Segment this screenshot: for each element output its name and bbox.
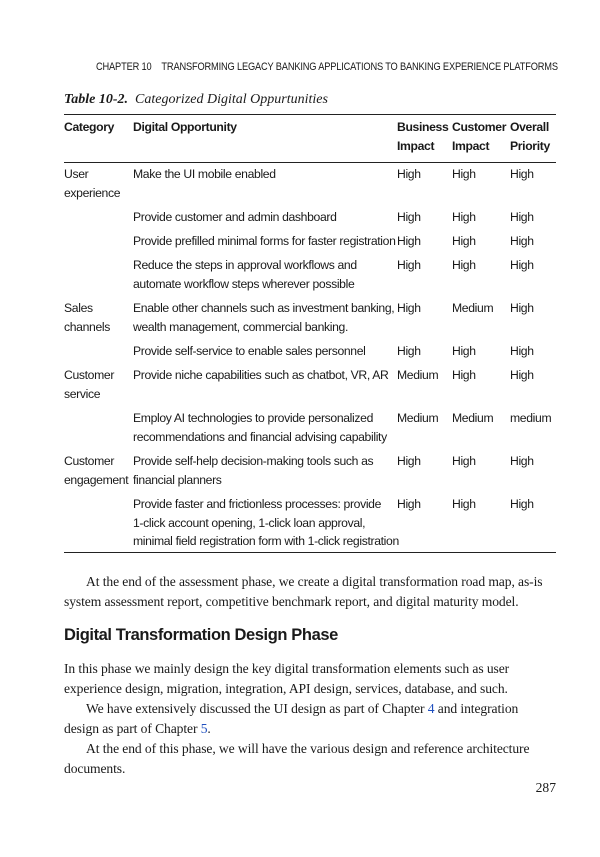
table-caption — [64, 92, 328, 108]
table-header-rule — [64, 162, 556, 163]
chapter-4-link[interactable]: 4 — [427, 701, 435, 716]
table-cell-opportunity: 1-click account opening, 1-click loan approval, — [133, 515, 366, 530]
column-header: Priority — [510, 138, 550, 153]
table-cell-opportunity: financial planners — [133, 472, 222, 487]
table-cell-overall-priority: medium — [510, 411, 552, 425]
table-cell-overall-priority: High — [510, 454, 534, 468]
table-cell-customer-impact: High — [452, 258, 476, 272]
table-cell-opportunity: Provide faster and frictionless processes: provide — [133, 497, 382, 511]
table-cell-opportunity: Provide self-help decision-making tools such as — [133, 454, 374, 468]
table-cell-customer-impact: High — [452, 344, 476, 358]
table-cell-category: Sales — [64, 301, 93, 315]
table-cell-opportunity: recommendations and financial advising capability — [133, 429, 387, 444]
column-header: Category — [64, 120, 115, 134]
table-cell-category: service — [64, 386, 101, 401]
table-cell-business-impact: High — [397, 497, 421, 511]
chapter-5-link[interactable]: 5 — [200, 721, 208, 737]
column-header: Business — [397, 120, 449, 134]
table-cell-overall-priority: High — [510, 234, 534, 248]
table-cell-opportunity: Enable other channels such as investment banking, — [133, 301, 395, 315]
table-cell-opportunity: Provide self-service to enable sales personnel — [133, 344, 366, 358]
table-cell-opportunity: Provide prefilled minimal forms for faster registration — [133, 234, 396, 248]
paragraph-design-phase: In this phase we mainly design the key digital transformation elements such as user experience design, migration, integration, API design, services, database, and such. — [64, 661, 510, 697]
chapters-text-a: We have extensively discussed the UI design as part of Chapter — [86, 701, 428, 716]
table-top-rule — [64, 114, 556, 115]
table-cell-category: Customer — [64, 454, 115, 468]
chapters-text-c: . — [207, 721, 211, 737]
table-cell-business-impact: High — [397, 454, 421, 468]
table-cell-business-impact: Medium — [397, 368, 439, 382]
table-cell-customer-impact: High — [452, 497, 476, 511]
table-cell-overall-priority: High — [510, 258, 534, 272]
table-cell-category: channels — [64, 319, 110, 334]
table-cell-overall-priority: High — [510, 368, 534, 382]
table-cell-business-impact: High — [397, 344, 421, 358]
table-cell-opportunity: Make the UI mobile enabled — [133, 167, 276, 181]
table-cell-overall-priority: High — [510, 167, 534, 181]
table-cell-opportunity: minimal field registration form with 1-click registration — [133, 534, 399, 548]
table-cell-category: Customer — [64, 368, 115, 382]
table-cell-opportunity: Provide niche capabilities such as chatbot, VR, AR — [133, 368, 389, 382]
table-caption-label: Table 10-2. — [64, 92, 129, 107]
table-cell-business-impact: High — [397, 234, 421, 248]
paragraph-end-of-phase: At the end of this phase, we will have the various design and reference architecture documents. — [64, 741, 530, 777]
paragraph-chapters — [64, 699, 556, 739]
table-cell-overall-priority: High — [510, 210, 534, 224]
column-header: Overall — [510, 120, 549, 134]
table-cell-customer-impact: High — [452, 210, 476, 224]
table-cell-business-impact: Medium — [397, 411, 439, 425]
table-cell-customer-impact: High — [452, 234, 476, 248]
page-number: 287 — [535, 780, 556, 795]
table-cell-customer-impact: High — [452, 167, 476, 181]
table-cell-category: engagement — [64, 472, 129, 487]
table-cell-overall-priority: High — [510, 344, 534, 358]
table-cell-category: User — [64, 167, 89, 181]
chapters-text-b: and integration design as part of Chapter — [64, 701, 519, 737]
column-header: Customer — [452, 120, 507, 134]
header-title: TRANSFORMING LEGACY BANKING APPLICATIONS TO BANKING EXPERIENCE PLATFORMS — [161, 61, 558, 73]
table-cell-overall-priority: High — [510, 497, 534, 511]
table-cell-customer-impact: High — [452, 368, 476, 382]
header-chapter: CHAPTER 10 — [96, 61, 152, 73]
table-cell-opportunity: automate workflow steps wherever possible — [133, 276, 355, 291]
table-bottom-rule — [64, 552, 556, 553]
table-cell-opportunity: Provide customer and admin dashboard — [133, 210, 337, 224]
table-cell-customer-impact: High — [452, 454, 476, 468]
table-cell-business-impact: High — [397, 258, 421, 272]
column-header: Impact — [397, 138, 435, 153]
table-caption-text: Categorized Digital Oppurtunities — [135, 92, 328, 107]
table-cell-category: experience — [64, 185, 121, 200]
table-cell-business-impact: High — [397, 210, 421, 224]
table-cell-customer-impact: Medium — [452, 301, 494, 315]
table-cell-overall-priority: High — [510, 301, 534, 315]
section-heading: Digital Transformation Design Phase — [64, 626, 338, 644]
column-header: Impact — [452, 138, 490, 153]
paragraph-assessment: At the end of the assessment phase, we create a digital transformation road map, as-is system assessment report, competitive benchmark report, and digital maturity model. — [64, 574, 543, 610]
table-cell-opportunity: Employ AI technologies to provide personalized — [133, 411, 373, 425]
column-header: Digital Opportunity — [133, 120, 237, 134]
table-cell-opportunity: wealth management, commercial banking. — [133, 319, 348, 334]
running-header — [96, 61, 558, 73]
table-cell-customer-impact: Medium — [452, 411, 494, 425]
table-cell-business-impact: High — [397, 301, 421, 315]
table-cell-opportunity: Reduce the steps in approval workflows and — [133, 258, 357, 272]
table-cell-business-impact: High — [397, 167, 421, 181]
